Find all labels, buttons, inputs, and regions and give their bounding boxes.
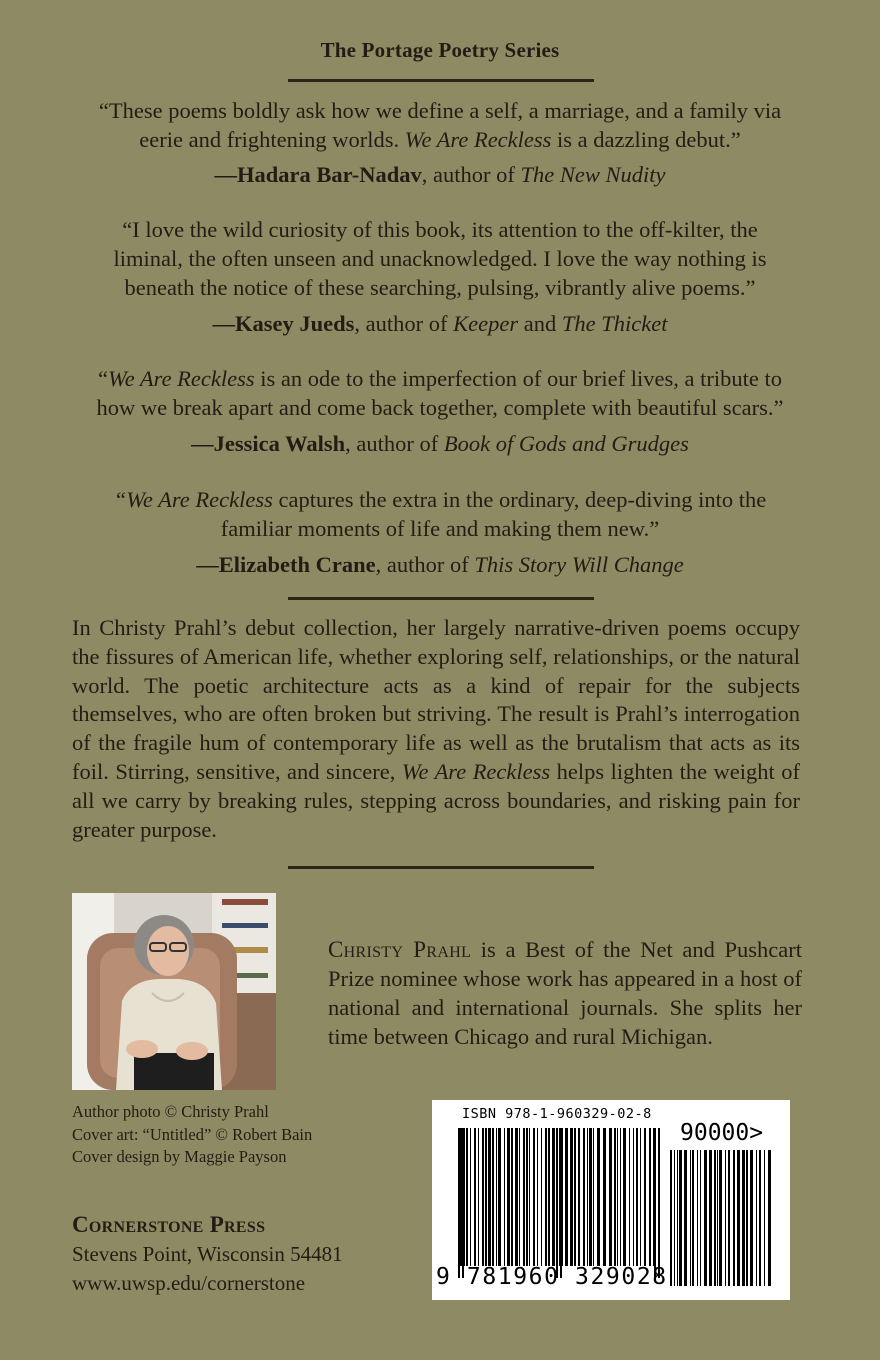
barcode-bar bbox=[593, 1128, 594, 1266]
barcode-bar bbox=[614, 1128, 616, 1266]
barcode-bar bbox=[764, 1150, 765, 1286]
blurb-attribution bbox=[60, 429, 820, 458]
barcode-bar bbox=[746, 1150, 748, 1286]
barcode-bar bbox=[609, 1128, 612, 1266]
blurb-author: —Jessica Walsh bbox=[191, 431, 346, 456]
book-description bbox=[72, 614, 800, 844]
author-bio bbox=[328, 935, 802, 1051]
author-name: Christy Prahl bbox=[328, 937, 472, 962]
book-title: We Are Reckless bbox=[404, 127, 552, 152]
author-photo-illustration bbox=[72, 893, 276, 1090]
barcode-bar bbox=[552, 1128, 555, 1266]
blurb-quote bbox=[60, 485, 820, 543]
barcode-bar bbox=[725, 1150, 726, 1286]
quote-text: “ bbox=[98, 366, 109, 391]
blurb-author: —Kasey Jueds bbox=[212, 311, 355, 336]
barcode-bar bbox=[768, 1150, 771, 1286]
quote-text: beneath the notice of these searching, pulsing, vibrantly alive poems.” bbox=[124, 275, 756, 300]
divider bbox=[288, 866, 594, 869]
barcode-bar bbox=[737, 1150, 740, 1286]
isbn-label: ISBN 978-1-960329-02-8 bbox=[462, 1106, 652, 1122]
barcode-bar bbox=[504, 1128, 505, 1266]
publisher-name: Cornerstone Press bbox=[72, 1212, 266, 1237]
barcode-bar bbox=[485, 1128, 487, 1266]
blurb-author-work: Book of Gods and Grudges bbox=[443, 431, 689, 456]
barcode-bar bbox=[733, 1150, 735, 1286]
blurb-quote bbox=[60, 96, 820, 154]
bio-text: is a Best of the Net and Pushcart Prize nominee whose work has appeared in a host of national and international journals. She splits her time between Chicago and rural Michigan. bbox=[328, 937, 802, 1049]
price-code: 90000> bbox=[680, 1120, 764, 1146]
barcode-guard-bar bbox=[654, 1128, 656, 1278]
barcode-guard-bar bbox=[556, 1128, 558, 1278]
attribution-text: and bbox=[518, 311, 562, 336]
barcode-bar bbox=[719, 1150, 722, 1286]
barcode-bar bbox=[759, 1150, 761, 1286]
barcode-bar bbox=[597, 1128, 600, 1266]
barcode-guard-bar bbox=[658, 1128, 660, 1278]
barcode-bar bbox=[583, 1128, 585, 1266]
barcode-bar bbox=[670, 1150, 672, 1286]
barcode-bar bbox=[704, 1150, 707, 1286]
quote-text: liminal, the often unseen and unacknowledged. I love the way nothing is bbox=[113, 246, 767, 271]
ean-digits: 9 781960 329028 bbox=[436, 1264, 668, 1290]
cover-design-credit: Cover design by Maggie Payson bbox=[72, 1147, 287, 1166]
barcode-bar bbox=[570, 1128, 573, 1266]
barcode-bar bbox=[464, 1128, 465, 1266]
barcode-guard-bar bbox=[462, 1128, 464, 1278]
blurb-attribution bbox=[60, 309, 820, 338]
quote-text: how we break apart and come back together, complete with beautiful scars.” bbox=[96, 395, 784, 420]
blurb-attribution bbox=[60, 550, 820, 579]
series-title: The Portage Poetry Series bbox=[320, 38, 560, 62]
barcode-bar bbox=[700, 1150, 701, 1286]
quote-text: is a dazzling debut.” bbox=[551, 127, 741, 152]
barcode-bar bbox=[466, 1128, 468, 1266]
barcode-bar bbox=[578, 1128, 580, 1266]
barcode-bar bbox=[515, 1128, 518, 1266]
barcode-bar bbox=[460, 1128, 462, 1266]
publisher-url: www.uwsp.edu/cornerstone bbox=[72, 1271, 306, 1295]
barcode-bar bbox=[537, 1128, 538, 1266]
barcode-bar bbox=[562, 1128, 563, 1266]
barcode-bar bbox=[545, 1128, 547, 1266]
blurb-quote bbox=[60, 215, 820, 302]
barcode-bar bbox=[677, 1150, 678, 1286]
quote-text: familiar moments of life and making them new.” bbox=[220, 516, 660, 541]
barcode-bar bbox=[529, 1128, 530, 1266]
barcode-bar bbox=[692, 1150, 694, 1286]
barcode-bar bbox=[756, 1150, 757, 1286]
barcode-bar bbox=[565, 1128, 568, 1266]
barcode-bar bbox=[742, 1150, 745, 1286]
divider bbox=[288, 597, 594, 600]
barcode-bar bbox=[498, 1128, 501, 1266]
book-title: “We Are Reckless bbox=[113, 487, 273, 512]
barcode-bar bbox=[620, 1128, 621, 1266]
barcode-bar bbox=[750, 1150, 753, 1286]
barcode-bar bbox=[478, 1128, 479, 1266]
barcode-bar bbox=[623, 1128, 626, 1266]
photo-credit: Author photo © Christy Prahl bbox=[72, 1102, 269, 1121]
blurb-attribution bbox=[60, 160, 820, 189]
barcode-bar bbox=[617, 1128, 618, 1266]
barcode-guard-bar bbox=[560, 1128, 562, 1278]
attribution-text: , author of bbox=[421, 162, 521, 187]
barcode-bar bbox=[526, 1128, 528, 1266]
barcode-bar bbox=[674, 1150, 675, 1286]
description-text: In Christy Prahl’s debut collection, her largely narrative-driven poems occupy the fissures of American life, whether exploring self, relationships, or the natural world. The poetic architecture acts as a kind of repair for the subjects themselves, who are often broken but striving. The result is Prahl’s interrogation of the fragile hum of contemporary life as well as the brutalism that acts as its foil. Stirring, sensitive, and sincere, bbox=[72, 615, 800, 784]
quote-text: captures the extra in the ordinary, deep-diving into the bbox=[272, 487, 767, 512]
quote-text: eerie and frightening worlds. bbox=[139, 127, 405, 152]
barcode-bar bbox=[541, 1128, 542, 1266]
barcode-bar bbox=[496, 1128, 497, 1266]
blurb-author: —Hadara Bar-Nadav bbox=[214, 162, 422, 187]
barcode-bar bbox=[470, 1128, 471, 1266]
blurb-author-work: The New Nudity bbox=[520, 162, 666, 187]
barcode-bar bbox=[697, 1150, 698, 1286]
credits bbox=[72, 1101, 402, 1169]
barcode-bar bbox=[714, 1150, 716, 1286]
barcode-bar bbox=[523, 1128, 525, 1266]
blurb-author-work: Keeper bbox=[453, 311, 519, 336]
publisher-address: Stevens Point, Wisconsin 54481 bbox=[72, 1241, 343, 1266]
barcode-bar bbox=[679, 1150, 682, 1286]
quote-text: “These poems boldly ask how we define a self, a marriage, and a family via bbox=[98, 98, 782, 123]
barcode-bar bbox=[640, 1128, 641, 1266]
barcode-bar bbox=[649, 1128, 651, 1266]
author-photo bbox=[72, 893, 276, 1090]
attribution-text: , author of bbox=[345, 431, 444, 456]
blurb-author: —Elizabeth Crane bbox=[196, 552, 376, 577]
barcode-bar bbox=[533, 1128, 535, 1266]
barcode-bar bbox=[629, 1128, 630, 1266]
barcode-bar bbox=[690, 1150, 691, 1286]
cover-art-credit: Cover art: “Untitled” © Robert Bain bbox=[72, 1124, 313, 1144]
barcode-bar bbox=[636, 1128, 638, 1266]
description-text: helps lighten the weight of all we carry by breaking rules, stepping across boundaries, and risking pain for greater purpose. bbox=[72, 758, 800, 842]
barcode-bar bbox=[589, 1128, 592, 1266]
barcode-bar bbox=[709, 1150, 712, 1286]
barcode-bar bbox=[603, 1128, 606, 1266]
barcode-bar bbox=[574, 1128, 576, 1266]
barcode-bar bbox=[511, 1128, 513, 1266]
barcode-bar bbox=[653, 1128, 654, 1266]
barcode-guard-bar bbox=[458, 1128, 460, 1278]
blurb-quote bbox=[60, 364, 820, 422]
barcode bbox=[432, 1100, 790, 1300]
blurb-author-work: The Thicket bbox=[561, 311, 668, 336]
attribution-text: , author of bbox=[375, 552, 475, 577]
blurb-author-work: This Story Will Change bbox=[474, 552, 684, 577]
divider bbox=[288, 79, 594, 82]
barcode-bar bbox=[482, 1128, 484, 1266]
barcode-bar bbox=[474, 1128, 476, 1266]
barcode-bar bbox=[684, 1150, 687, 1286]
barcode-bar bbox=[633, 1128, 634, 1266]
quote-text: “I love the wild curiosity of this book, its attention to the off-kilter, the bbox=[122, 217, 758, 242]
publisher-block bbox=[72, 1210, 432, 1299]
book-title: We Are Reckless bbox=[108, 366, 255, 391]
book-title: We Are Reckless bbox=[401, 758, 551, 784]
barcode-bar bbox=[644, 1128, 646, 1266]
barcode-bar bbox=[728, 1150, 730, 1286]
barcode-bar bbox=[519, 1128, 520, 1266]
barcode-bar bbox=[507, 1128, 510, 1266]
barcode-bar bbox=[492, 1128, 494, 1266]
barcode-bar bbox=[488, 1128, 491, 1266]
quote-text: is an ode to the imperfection of our brief lives, a tribute to bbox=[254, 366, 782, 391]
barcode-bar bbox=[717, 1150, 718, 1286]
barcode-bar bbox=[548, 1128, 550, 1266]
attribution-text: , author of bbox=[354, 311, 454, 336]
barcode-bar bbox=[587, 1128, 588, 1266]
